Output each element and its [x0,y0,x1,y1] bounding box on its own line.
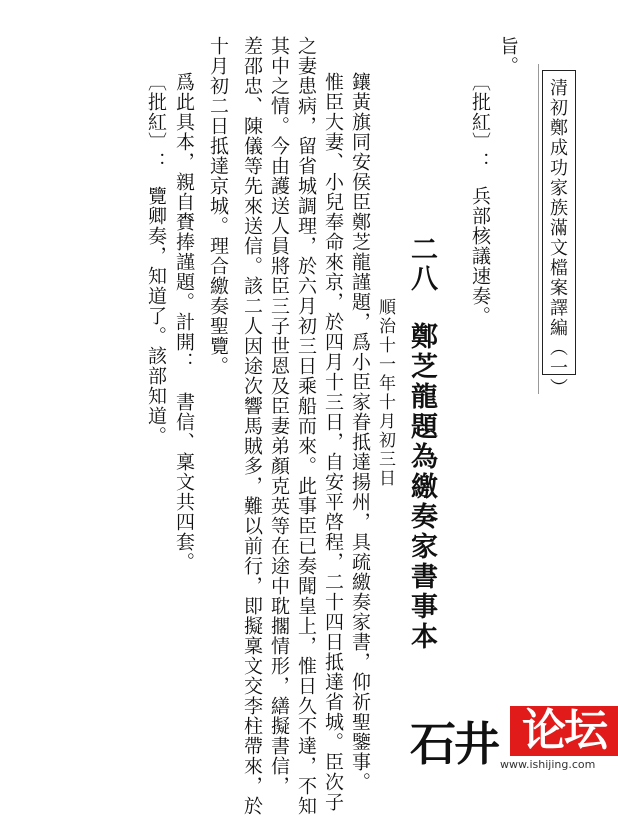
document-title: 鄭芝龍題為繳奏家書事本 [406,322,437,652]
batch-text-2: 覽卿奏，知道了。該部知道。 [145,186,167,446]
watermark-logo [410,704,618,773]
watermark-url: www.ishijing.com [500,758,596,771]
attachment-line: 爲此具本，親自賚捧謹題。計開： 書信、稟文共四套。 [173,72,195,572]
body-column-4: 其中之情。今由護送人員將臣三子世恩及臣妻弟顏克英等在途中耽擱情形，繕擬書信， [268,36,290,796]
document-number: 二八 [406,235,437,293]
batch-note-2 [146,72,165,446]
top-right-text: 旨。 [497,36,519,76]
batch-note-1 [470,72,489,326]
batch-label-1: 〔批紅〕： [469,72,491,172]
body-column-2: 惟臣大妻、小兒奉命來京，於四月十三日，自安平啓程，二十四日抵達省城。臣次子 [322,72,344,812]
document-date: 順治十一年十月初三日 [375,298,395,488]
batch-text-1: 兵部核議速奏。 [469,186,491,326]
header-rule [538,64,539,394]
body-column-5: 差邵忠、陳儀等先來送信。該二人因途次響馬賊多，難以前行，即擬稟文交李柱帶來，於 [241,36,263,816]
watermark-brand-a: 石井 [410,717,498,771]
body-column-3: 之妻患病，留省城調理，於六月初三日乘船而來。此事臣已奏聞皇上，惟日久不達，不知 [295,36,317,816]
body-column-6: 十月初二日抵達京城。理合繳奏聖覽。 [207,36,229,376]
watermark-brand-b: 论坛 [510,706,618,756]
body-column-1: 鑲黃旗同安侯臣鄭芝龍謹題，爲小臣家眷抵達揚州，具疏繳奏家書，仰祈聖鑒事。 [349,72,371,792]
batch-label-2: 〔批紅〕： [145,72,167,172]
book-title: 清初鄭成功家族滿文檔案譯編（一） [547,78,568,398]
